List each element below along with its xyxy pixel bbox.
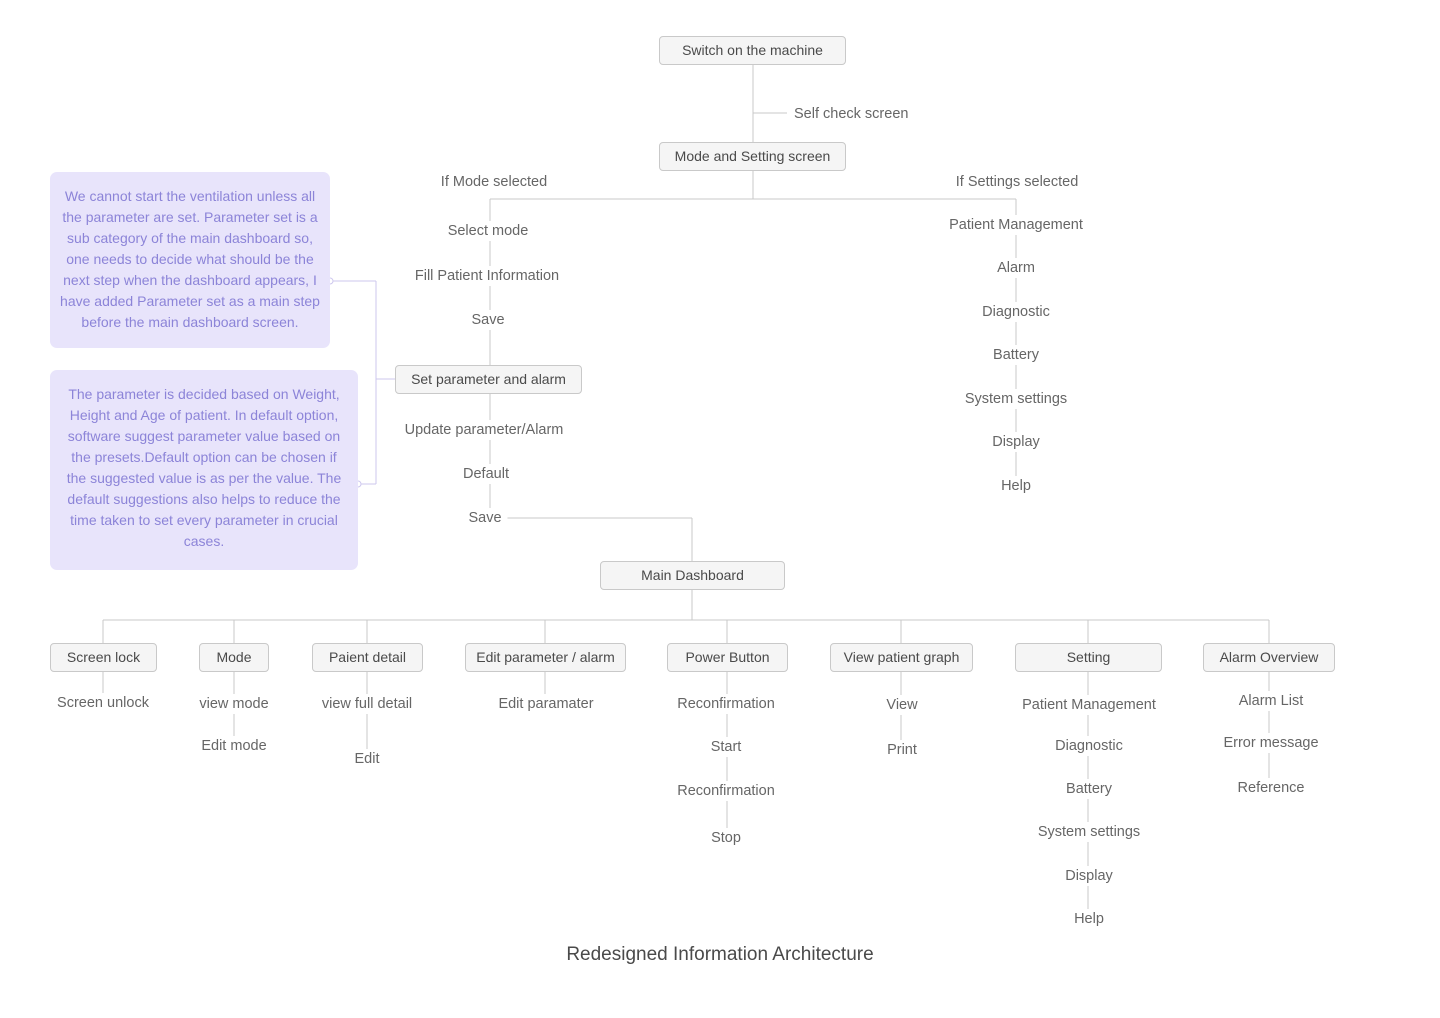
child-view-full-detail: view full detail xyxy=(316,694,418,714)
child-edit-paramater: Edit paramater xyxy=(492,694,599,714)
child-setting-diagnostic: Diagnostic xyxy=(1049,736,1129,756)
node-paient-detail: Paient detail xyxy=(312,643,423,672)
node-setting: Setting xyxy=(1015,643,1162,672)
settings-item-patient-management: Patient Management xyxy=(943,215,1089,235)
step-update-parameter-alarm: Update parameter/Alarm xyxy=(399,420,570,440)
node-switch-on: Switch on the machine xyxy=(659,36,846,65)
child-setting-patient-management: Patient Management xyxy=(1016,695,1162,715)
node-main-dashboard: Main Dashboard xyxy=(600,561,785,590)
settings-item-display: Display xyxy=(986,432,1046,452)
step-default: Default xyxy=(457,464,515,484)
node-mode: Mode xyxy=(199,643,269,672)
child-view: View xyxy=(880,695,923,715)
child-edit-mode: Edit mode xyxy=(195,736,272,756)
node-set-parameter-and-alarm: Set parameter and alarm xyxy=(395,365,582,394)
child-setting-help: Help xyxy=(1068,909,1110,929)
child-print: Print xyxy=(881,740,923,760)
child-reference: Reference xyxy=(1232,778,1311,798)
label-if-settings-selected: If Settings selected xyxy=(950,172,1085,192)
child-setting-battery: Battery xyxy=(1060,779,1118,799)
child-error-message: Error message xyxy=(1217,733,1324,753)
step-fill-patient-information: Fill Patient Information xyxy=(409,266,565,286)
diagram-title: Redesigned Information Architecture xyxy=(566,944,874,965)
label-self-check-screen: Self check screen xyxy=(790,104,912,124)
child-reconfirmation-2: Reconfirmation xyxy=(671,781,781,801)
settings-item-help: Help xyxy=(995,476,1037,496)
node-view-patient-graph: View patient graph xyxy=(830,643,973,672)
step-select-mode: Select mode xyxy=(442,221,535,241)
child-view-mode: view mode xyxy=(193,694,274,714)
settings-item-system-settings: System settings xyxy=(959,389,1073,409)
child-reconfirmation-1: Reconfirmation xyxy=(671,694,781,714)
label-if-mode-selected: If Mode selected xyxy=(435,172,553,192)
node-mode-and-setting-screen: Mode and Setting screen xyxy=(659,142,846,171)
child-alarm-list: Alarm List xyxy=(1233,691,1309,711)
child-start: Start xyxy=(705,737,748,757)
settings-item-alarm: Alarm xyxy=(991,258,1041,278)
annotation-note-2: The parameter is decided based on Weight, Height and Age of patient. In default option, software suggest parameter value based on the presets.Default option can be chosen if the suggested value is as per the value. The default suggestions also helps to reduce the time taken to set every parameter in crucial cases. xyxy=(50,370,358,570)
node-alarm-overview: Alarm Overview xyxy=(1203,643,1335,672)
settings-item-battery: Battery xyxy=(987,345,1045,365)
annotation-note-1: We cannot start the ventilation unless all the parameter are set. Parameter set is a sub category of the main dashboard so, one needs to decide what should be the next step when the dashboard appears, I have added Parameter set as a main step before the main dashboard screen. xyxy=(50,172,330,348)
step-save-2: Save xyxy=(462,508,507,528)
settings-item-diagnostic: Diagnostic xyxy=(976,302,1056,322)
child-edit: Edit xyxy=(349,749,386,769)
child-setting-display: Display xyxy=(1059,866,1119,886)
node-edit-parameter-alarm: Edit parameter / alarm xyxy=(465,643,626,672)
child-stop: Stop xyxy=(705,828,747,848)
step-save-1: Save xyxy=(465,310,510,330)
child-screen-unlock: Screen unlock xyxy=(51,693,155,713)
node-power-button: Power Button xyxy=(667,643,788,672)
child-setting-system-settings: System settings xyxy=(1032,822,1146,842)
node-screen-lock: Screen lock xyxy=(50,643,157,672)
